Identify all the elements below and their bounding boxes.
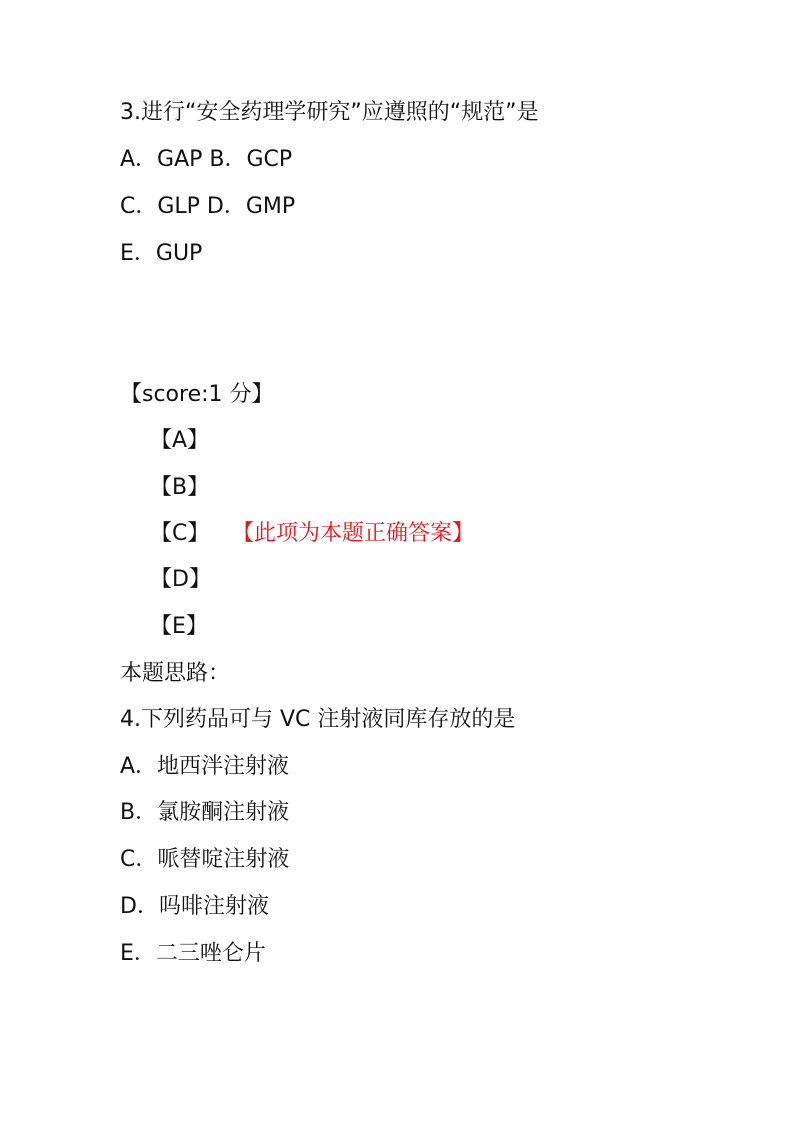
question-4-stem: 4.下列药品可与 VC 注射液同库存放的是 bbox=[120, 707, 516, 732]
correct-answer-marker: 【此项为本题正确答案】 bbox=[232, 521, 475, 546]
question-4-option-d: D．吗啡注射液 bbox=[120, 894, 269, 919]
choice-e: 【E】 bbox=[150, 614, 208, 639]
choice-d: 【D】 bbox=[150, 567, 211, 592]
question-4-option-b: B．氯胺酮注射液 bbox=[120, 800, 290, 825]
choice-b: 【B】 bbox=[150, 475, 210, 500]
question-3-option-row-1: A．GAP B．GCP bbox=[120, 147, 293, 172]
question-3-option-row-3: E．GUP bbox=[120, 241, 203, 266]
question-4-option-e: E．二三唑仑片 bbox=[120, 941, 266, 966]
question-4-option-c: C．哌替啶注射液 bbox=[120, 847, 290, 872]
question-4-option-a: A．地西泮注射液 bbox=[120, 754, 290, 779]
choice-a: 【A】 bbox=[150, 428, 210, 453]
choice-c: 【C】 bbox=[150, 521, 210, 546]
analysis-label: 本题思路： bbox=[120, 661, 231, 686]
question-3-option-row-2: C．GLP D．GMP bbox=[120, 194, 296, 219]
question-3-stem: 3.进行“安全药理学研究”应遵照的“规范”是 bbox=[120, 100, 539, 125]
score-label: 【score:1 分】 bbox=[120, 382, 274, 407]
